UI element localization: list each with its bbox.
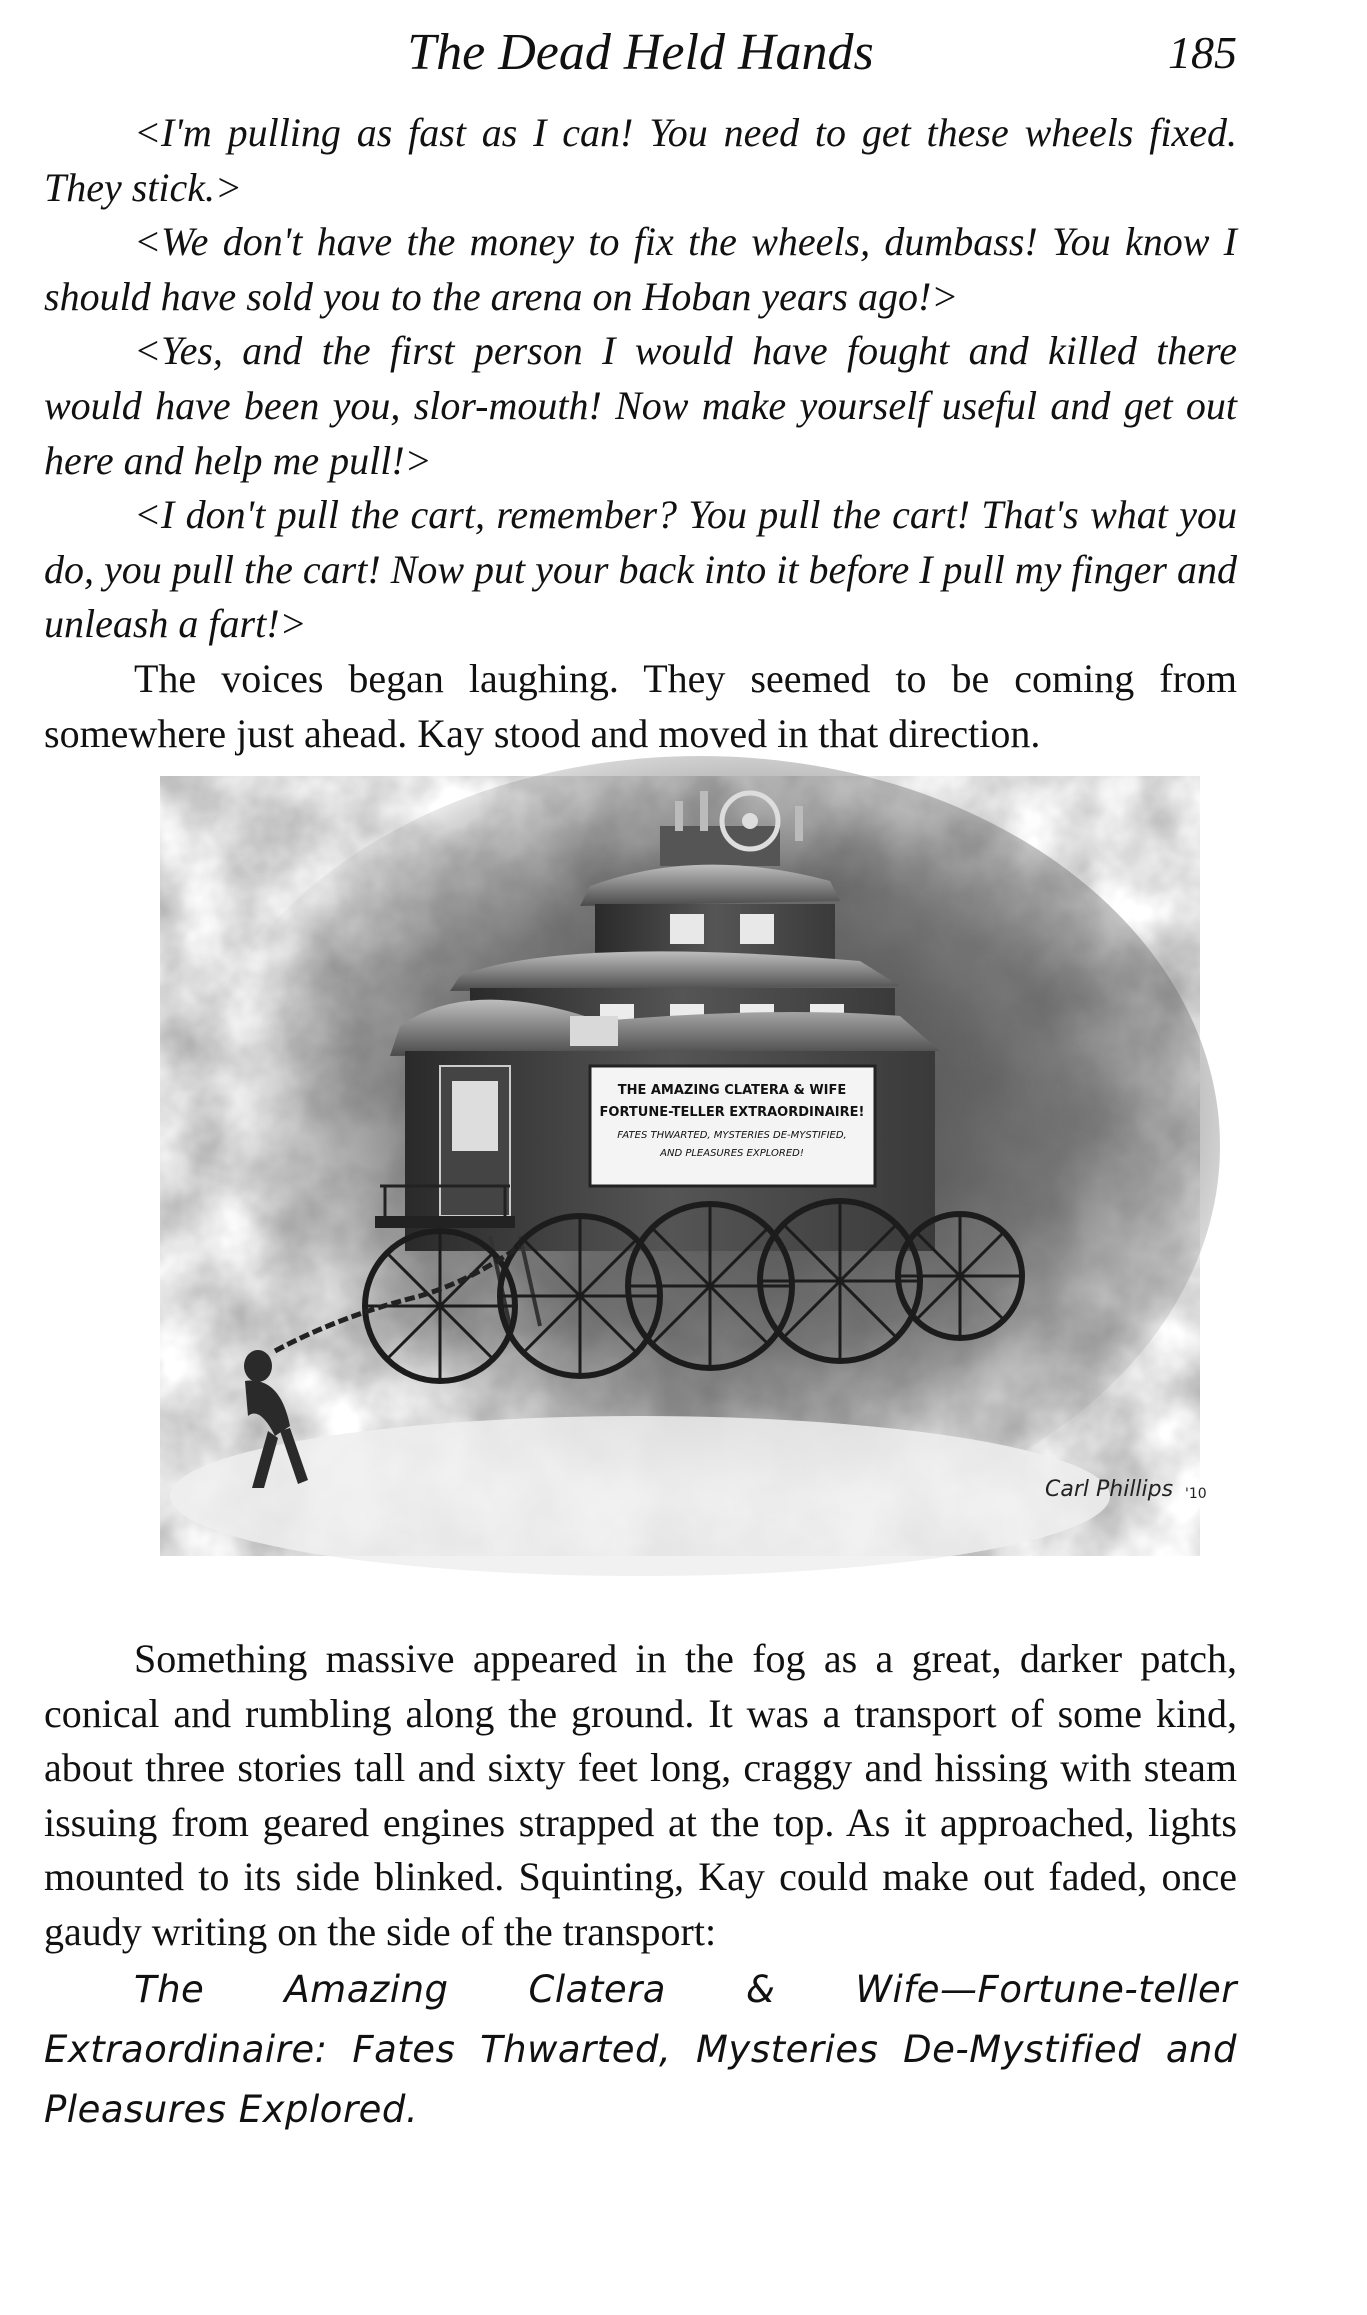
handwritten-sign-text: The Amazing Clatera & Wife—Fortune-teller Extraordinaire: Fates Thwarted, Mysteries De-Mystified and Pleasures Explored. bbox=[44, 1967, 1237, 2131]
third-story bbox=[580, 865, 840, 959]
dialogue-paragraph: <Yes, and the first person I would have fought and killed there would have been you, slor-mouth! Now make yourself useful and get out here and help me pull!> bbox=[44, 328, 1237, 483]
narrative-paragraph: Something massive appeared in the fog as a great, darker patch, conical and rumbling along the ground. It was a transport of some kind, about three stories tall and sixty feet long, craggy and hissing with steam issuing from geared engines strapped at the top. As it approached, lights mounted to its side blinked. Squinting, Kay could make out faded, once gaudy writing on the side of the transport: bbox=[44, 1636, 1237, 1954]
text-block-bottom bbox=[44, 1632, 1237, 2140]
dialogue-paragraph: <I don't pull the cart, remember? You pull the cart! That's what you do, you pull the cart! Now put your back into it before I pull my finger and unleash a fart!> bbox=[44, 492, 1237, 647]
narrative-paragraph: The voices began laughing. They seemed to be coming from somewhere just ahead. Kay stood and moved in that direction. bbox=[44, 655, 1237, 756]
artist-year: '10 bbox=[1185, 1486, 1207, 1502]
dialogue-paragraph: <I'm pulling as fast as I can! You need to get these wheels fixed. They stick.> bbox=[44, 110, 1237, 210]
sign-line-4: AND PLEASURES EXPLORED! bbox=[660, 1148, 804, 1159]
chapter-title: The Dead Held Hands bbox=[407, 24, 874, 81]
page-number: 185 bbox=[1168, 27, 1237, 78]
artist-signature: Carl Phillips bbox=[1045, 1477, 1174, 1502]
running-header bbox=[44, 18, 1237, 88]
sign-line-3: FATES THWARTED, MYSTERIES DE-MYSTIFIED, bbox=[617, 1130, 847, 1141]
text-block-top bbox=[44, 106, 1237, 761]
sign-line-2: FORTUNE-TELLER EXTRAORDINAIRE! bbox=[599, 1105, 865, 1120]
sign-line-1: THE AMAZING CLATERA & WIFE bbox=[617, 1083, 847, 1098]
dialogue-paragraph: <We don't have the money to fix the wheels, dumbass! You know I should have sold you to the arena on Hoban years ago!> bbox=[44, 219, 1237, 319]
ground-mist bbox=[170, 1416, 1110, 1576]
wagon-illustration bbox=[140, 776, 1207, 1576]
